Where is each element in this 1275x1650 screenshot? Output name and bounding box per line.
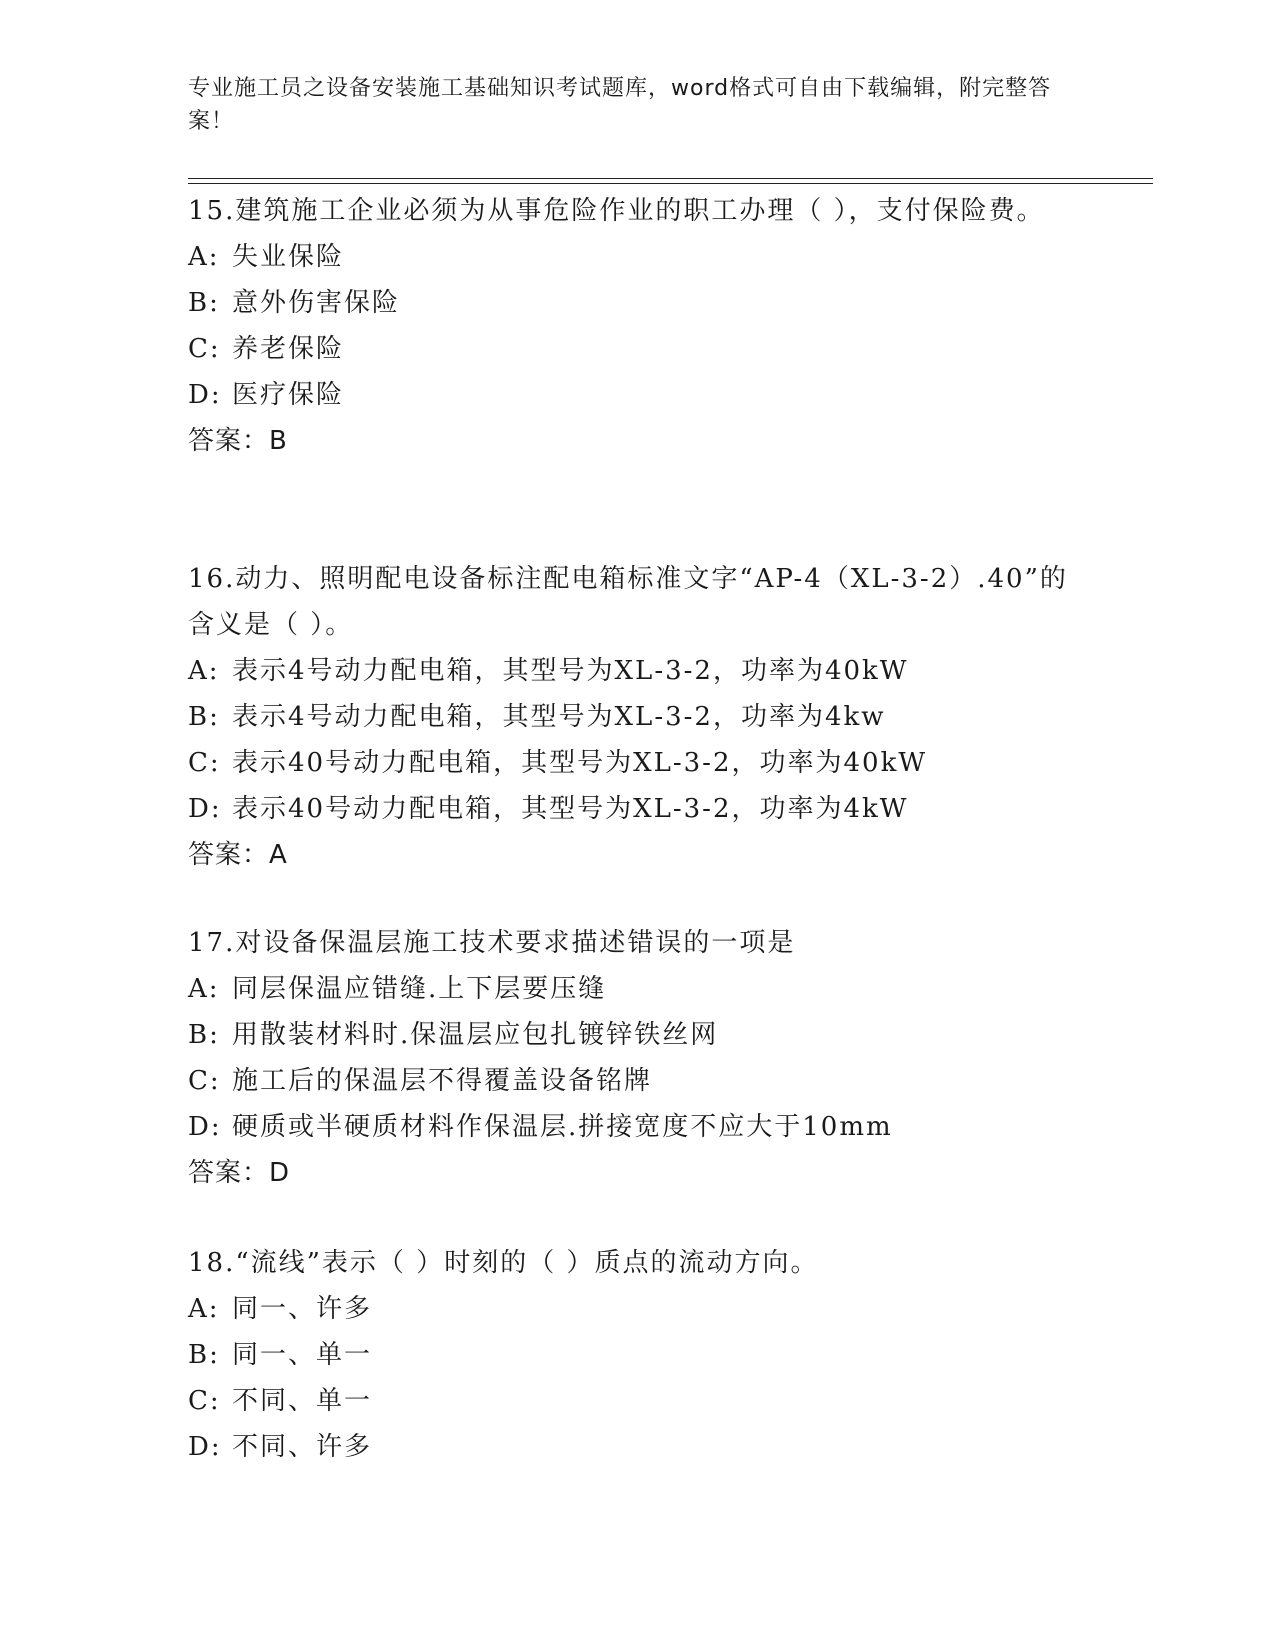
option-text: 意外伤害保险 bbox=[232, 288, 401, 318]
option-letter: D: bbox=[188, 794, 222, 824]
header-title: 专业施工员之设备安装施工基础知识考试题库，word格式可自由下载编辑，附完整答案！ bbox=[188, 76, 1052, 134]
option-c bbox=[188, 740, 1088, 786]
header-divider-top bbox=[188, 178, 1153, 179]
option-letter: A: bbox=[188, 974, 220, 1004]
option-b bbox=[188, 694, 1088, 740]
answer-label: 答案：A bbox=[188, 840, 288, 870]
document-header bbox=[188, 72, 1068, 138]
option-letter: D: bbox=[188, 1112, 222, 1142]
option-text: 用散装材料时.保温层应包扎镀锌铁丝网 bbox=[232, 1020, 719, 1050]
option-text: 硬质或半硬质材料作保温层.拼接宽度不应大于10mm bbox=[232, 1112, 893, 1142]
option-text: 表示40号动力配电箱，其型号为XL-3-2，功率为40kW bbox=[232, 748, 928, 778]
option-c bbox=[188, 1058, 1088, 1104]
option-a bbox=[188, 648, 1088, 694]
option-text: 不同、单一 bbox=[232, 1386, 373, 1416]
header-divider-bottom bbox=[188, 183, 1153, 184]
option-text: 医疗保险 bbox=[232, 380, 345, 410]
option-letter: A: bbox=[188, 656, 220, 686]
option-b bbox=[188, 1332, 1088, 1378]
option-text: 失业保险 bbox=[232, 242, 345, 272]
option-letter: B: bbox=[188, 288, 220, 318]
option-letter: B: bbox=[188, 1340, 220, 1370]
answer-label: 答案：D bbox=[188, 1158, 291, 1188]
option-text: 施工后的保温层不得覆盖设备铭牌 bbox=[232, 1066, 653, 1096]
option-text: 同一、单一 bbox=[232, 1340, 373, 1370]
question-stem: 18.“流线”表示（ ）时刻的（ ）质点的流动方向。 bbox=[188, 1248, 819, 1278]
question-18 bbox=[188, 1240, 1088, 1470]
option-b bbox=[188, 280, 1088, 326]
option-text: 养老保险 bbox=[232, 334, 345, 364]
option-c bbox=[188, 1378, 1088, 1424]
question-stem: 15.建筑施工企业必须为从事危险作业的职工办理（ ），支付保险费。 bbox=[188, 196, 1045, 226]
option-text: 同一、许多 bbox=[232, 1294, 373, 1324]
option-d bbox=[188, 1104, 1088, 1150]
answer-label: 答案：B bbox=[188, 426, 288, 456]
question-stem: 17.对设备保温层施工技术要求描述错误的一项是 bbox=[188, 928, 796, 958]
option-letter: C: bbox=[188, 1066, 221, 1096]
question-stem: 16.动力、照明配电设备标注配电箱标准文字“AP-4（XL-3-2）.40”的含义是（ ）。 bbox=[188, 564, 1068, 640]
question-16 bbox=[188, 556, 1088, 878]
option-text: 同层保温应错缝.上下层要压缝 bbox=[232, 974, 607, 1004]
question-17 bbox=[188, 920, 1088, 1196]
option-d bbox=[188, 786, 1088, 832]
option-letter: C: bbox=[188, 1386, 221, 1416]
question-15 bbox=[188, 188, 1088, 464]
option-letter: A: bbox=[188, 242, 220, 272]
option-letter: D: bbox=[188, 1432, 222, 1462]
option-text: 表示4号动力配电箱，其型号为XL-3-2，功率为40kW bbox=[232, 656, 909, 686]
option-d bbox=[188, 1424, 1088, 1470]
option-letter: C: bbox=[188, 334, 221, 364]
option-b bbox=[188, 1012, 1088, 1058]
option-letter: B: bbox=[188, 702, 220, 732]
option-c bbox=[188, 326, 1088, 372]
option-text: 表示4号动力配电箱，其型号为XL-3-2，功率为4kw bbox=[232, 702, 886, 732]
option-letter: B: bbox=[188, 1020, 220, 1050]
option-a bbox=[188, 234, 1088, 280]
option-d bbox=[188, 372, 1088, 418]
option-text: 不同、许多 bbox=[232, 1432, 373, 1462]
option-text: 表示40号动力配电箱，其型号为XL-3-2，功率为4kW bbox=[232, 794, 909, 824]
option-a bbox=[188, 966, 1088, 1012]
option-a bbox=[188, 1286, 1088, 1332]
option-letter: D: bbox=[188, 380, 222, 410]
option-letter: C: bbox=[188, 748, 221, 778]
option-letter: A: bbox=[188, 1294, 220, 1324]
